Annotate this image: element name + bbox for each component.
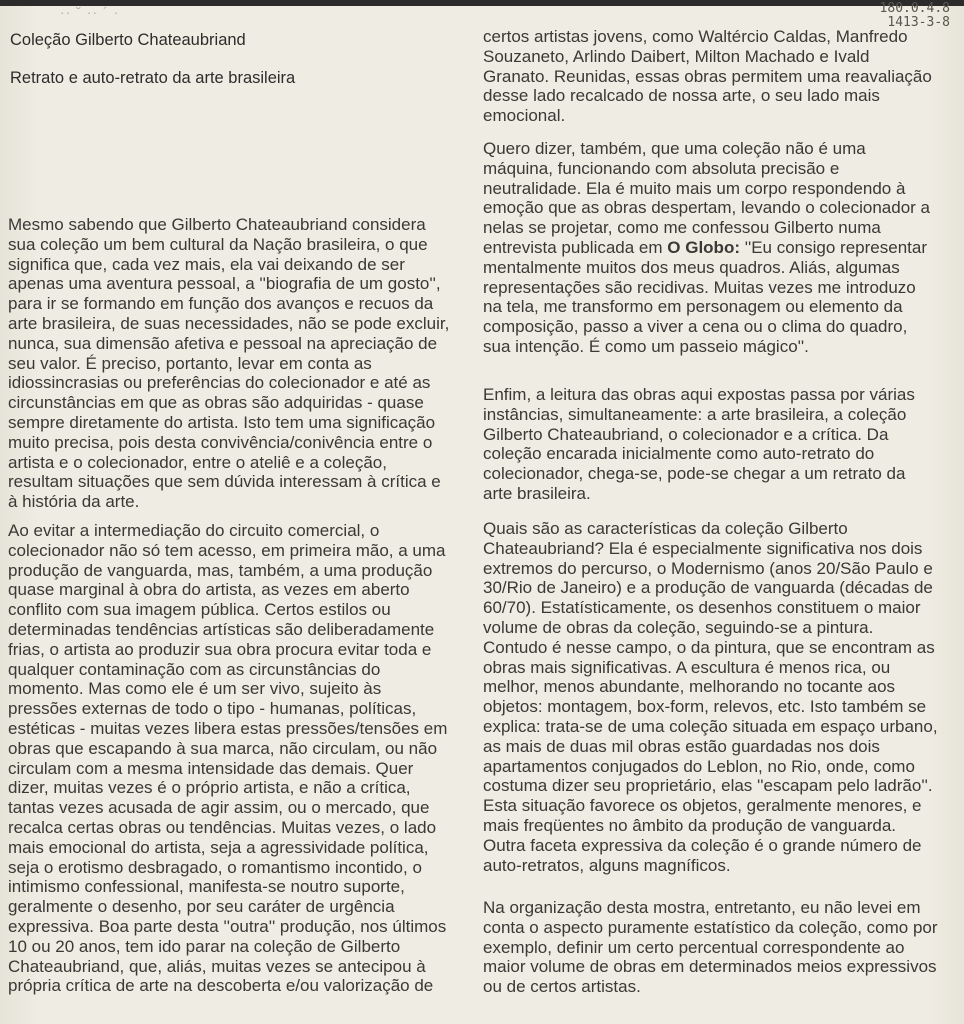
paragraph-text: Quais são as características da coleção Gilberto Chateaubriand? Ela é especialmente significativa nos dois extremos do percurso, o Modernismo (anos 20/São Paulo e 30/Rio de Janeiro) e a produção de vanguarda (décadas de 60/70). Estatísticamente, os desenhos constituem o maior volume de obras da coleção, seguindo-se a pintura. Contudo é nesse campo, o da pintura, que se encontram as obras mais significativas. A escultura é menos rica, ou melhor, menos abundante, melhorando no tocante aos objetos: montagem, box-form, relevos, etc. Isto também se explica: trata-se de uma coleção situada em espaço urbano, as mais de duas mil obras estão guardadas nos dois apartamentos conjugados do Leblon, no Rio, onde, como costuma dizer seu proprietário, elas ''escapam pelo ladrão''. Esta situação favorece os objetos, geralmente menores, e mais freqüentes no âmbito da produção de vanguarda. Outra faceta expressiva da coleção é o grande número de auto-retratos, alguns magníficos.	[483, 519, 938, 875]
document-title: Coleção Gilberto Chateaubriand	[10, 31, 246, 49]
faint-pencil-mark: ·· ˘ ·· ´ ·	[60, 4, 120, 20]
paragraph-text: Ao evitar a intermediação do circuito comercial, o colecionador não só tem acesso, em primeira mão, a uma produção de vanguarda, mas, também, a uma produção quase marginal à obra do artista, as vezes em aberto conflito com sua imagem pública. Certos estilos ou determinadas tendências artísticas são deliberadamente frias, o artista ao produzir sua obra procura evitar toda e qualquer contaminação com as circunstâncias do momento. Mas como ele é um ser vivo, sujeito às pressões externas de todo o tipo - humanas, políticas, estéticas - muitas vezes libera estas pressões/tensões em obras que escapando à sua marca, não circulam, ou não circulam com a mesma intensidade das demais. Quer dizer, muitas vezes é o próprio artista, e não a crítica, tantas vezes acusada de agir assim, ou o mercado, que recalca certas obras ou tendências. Muitas vezes, o lado mais emocional do artista, seja a agressividade política, seja o erotismo desbragado, o romantismo incontido, o intimismo confessional, manifesta-se noutro suporte, geralmente o desenho, por seu caráter de urgência expressiva. Boa parte desta ''outra'' produção, nos últimos 10 ou 20 anos, tem ido parar na coleção de Gilberto Chateaubriand, que, aliás, muitas vezes se antecipou à própria crítica de arte na descoberta e/ou valorização de	[8, 521, 448, 996]
right-paragraph-4	[483, 519, 938, 875]
right-paragraph-2	[483, 139, 938, 357]
paragraph-text: certos artistas jovens, como Waltércio Caldas, Manfredo Souzaneto, Arlindo Daibert, Milton Machado e Ivald Granato. Reunidas, essas obras permitem uma reavaliação desse lado recalcado de nossa arte, o seu lado mais emocional.	[483, 27, 932, 126]
right-paragraph-3	[483, 385, 938, 504]
right-paragraph-5	[483, 898, 938, 997]
paragraph-text: Mesmo sabendo que Gilberto Chateaubriand considera sua coleção um bem cultural da Nação brasileira, o que significa que, cada vez mais, ela vai deixando de ser apenas uma aventura pessoal, a ''biografia de um gosto'', para ir se formando em função dos avanços e recuos da arte brasileira, de suas necessidades, não se pode excluir, nunca, sua dimensão afetiva e pessoal na apreciação de seu valor. É preciso, portanto, levar em conta as idiossincrasias ou preferências do colecionador e até as circunstâncias em que as obras são adquiridas - quase sempre diretamente do artista. Isto tem uma significação muito precisa, pois desta convivência/conivência entre o artista e o colecionador, entre o ateliê e a coleção, resultam situações que sem dúvida interessam à crítica e à história da arte.	[8, 215, 450, 512]
paragraph-text-start: Quero dizer, também, que uma coleção não é uma máquina, funcionando com absoluta precisão e neutralidade. Ela é muito mais um corpo respondendo à emoção que as obras despertam, levando o colecionador a nelas se projetar, como me confessou Gilberto numa entrevista publicada em	[483, 139, 931, 257]
left-paragraph-1	[8, 215, 452, 512]
right-paragraph-1	[483, 27, 938, 126]
paragraph-text: Enfim, a leitura das obras aqui expostas passa por várias instâncias, simultaneamente: a arte brasileira, a coleção Gilberto Chateaubriand, o colecionador e a crítica. Da coleção encarada inicialmente como auto-retrato do colecionador, chega-se, pode-se chegar a um retrato da arte brasileira.	[483, 385, 915, 503]
paragraph-text	[483, 139, 938, 357]
left-paragraph-2	[8, 521, 452, 996]
handwritten-line-1: 180.0.4.8	[879, 1, 950, 16]
handwritten-line-2: 1413-3-8	[887, 15, 950, 30]
handwritten-annotation	[864, 2, 950, 30]
document-subtitle: Retrato e auto-retrato da arte brasileira	[10, 69, 296, 87]
paragraph-text: Na organização desta mostra, entretanto, eu não levei em conta o aspecto puramente estatístico da coleção, como por exemplo, definir um certo percentual correspondente ao maior volume de obras em determinados meios expressivos ou de certos artistas.	[483, 898, 938, 997]
newspaper-name: O Globo:	[667, 237, 740, 257]
paragraph-text-end: ''Eu consigo representar mentalmente muitos dos meus quadros. Aliás, algumas representações são recidivas. Muitas vezes me introduzo na tela, me transformo em personagem ou elemento da composição, passo a viver a cena ou o clima do quadro, sua intenção. É como um passeio mágico''.	[483, 237, 927, 356]
scan-top-edge	[0, 0, 964, 6]
